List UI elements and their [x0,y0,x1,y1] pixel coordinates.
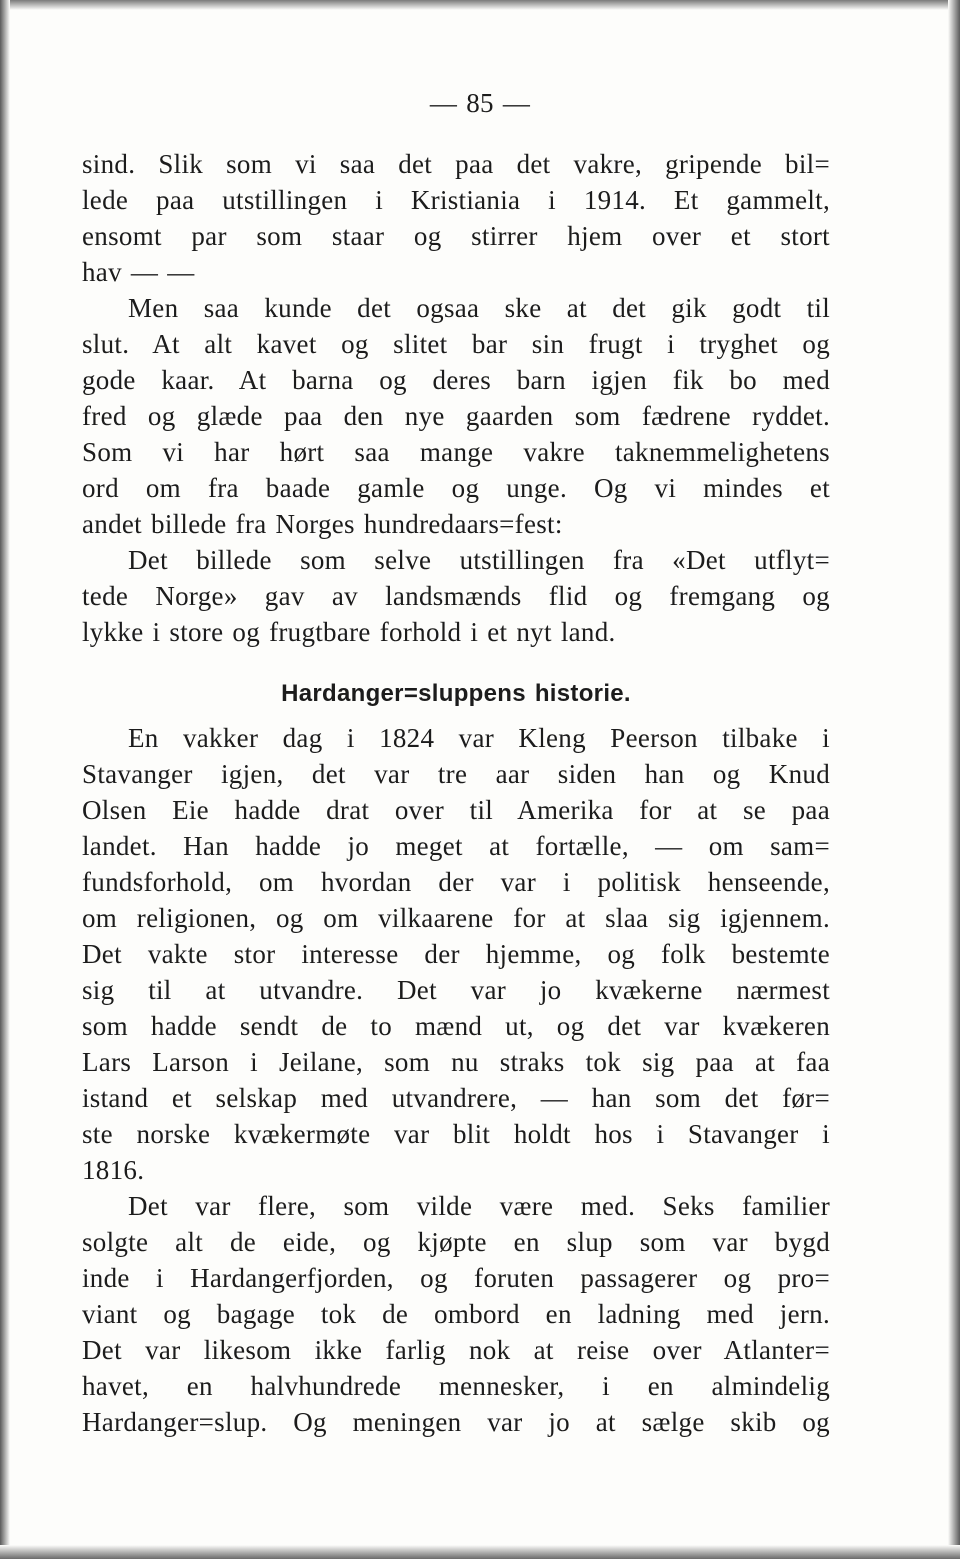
paragraph-first-line: Det billede som selve utstillingen fra «Det utflyt= [128,545,830,575]
text-line: lede paa utstillingen i Kristiania i 1914. Et gammelt, [82,185,830,215]
text-line: fred og glæde paa den nye gaarden som fædrene ryddet. [82,401,830,431]
text-line: ord om fra baade gamle og unge. Og vi mindes et [82,473,830,503]
text-line: Stavanger igjen, det var tre aar siden han og Knud [82,759,830,789]
text-line: sind. Slik som vi saa det paa det vakre, gripende bil= [82,149,830,179]
paragraph-first-line: Det var flere, som vilde være med. Seks familier [128,1191,830,1221]
text-line: Som vi har hørt saa mange vakre taknemmelighetens [82,437,830,467]
scan-edge-bottom [0,1545,960,1559]
text-line: Det vakte stor interesse der hjemme, og folk bestemte [82,939,830,969]
text-line: viant og bagage tok de ombord en ladning med jern. [82,1299,830,1329]
text-line: Hardanger=slup. Og meningen var jo at sælge skib og [82,1407,830,1437]
text-line: Lars Larson i Jeilane, som nu straks tok sig paa at faa [82,1047,830,1077]
text-line: landet. Han hadde jo meget at fortælle, — om sam= [82,831,830,861]
text-line: Det var likesom ikke farlig nok at reise over Atlanter= [82,1335,830,1365]
text-line: hav — — [82,257,195,287]
text-line: lykke i store og frugtbare forhold i et nyt land. [82,617,616,647]
paragraph-first-line: Men saa kunde det ogsaa ske at det gik godt til [128,293,830,323]
text-line: havet, en halvhundrede mennesker, i en almindelig [82,1371,830,1401]
text-line: slut. At alt kavet og slitet bar sin frugt i tryghet og [82,329,830,359]
text-line: ste norske kvækermøte var blit holdt hos i Stavanger i [82,1119,830,1149]
text-line: Olsen Eie hadde drat over til Amerika for at se paa [82,795,830,825]
text-line: 1816. [82,1155,145,1185]
text-line: sig til at utvandre. Det var jo kvækerne nærmest [82,975,830,1005]
scan-edge-left [0,0,10,1559]
text-line: ensomt par som staar og stirrer hjem over et stort [82,221,830,251]
text-line: som hadde sendt de to mænd ut, og det var kvækeren [82,1011,830,1041]
text-line: om religionen, og om vilkaarene for at slaa sig igjennem. [82,903,830,933]
scan-edge-right [948,0,960,1559]
scan-edge-top [0,0,960,10]
text-line: fundsforhold, om hvordan der var i politisk henseende, [82,867,830,897]
text-line: tede Norge» gav av landsmænds flid og fremgang og [82,581,830,611]
text-line: istand et selskap med utvandrere, — han som det før= [82,1083,830,1113]
text-line: inde i Hardangerfjorden, og foruten passagerer og pro= [82,1263,830,1293]
text-line: solgte alt de eide, og kjøpte en slup som var bygd [82,1227,830,1257]
paragraph-first-line: En vakker dag i 1824 var Kleng Peerson tilbake i [128,723,830,753]
text-line: gode kaar. At barna og deres barn igjen fik bo med [82,365,830,395]
section-heading: Hardanger=sluppens historie. [281,680,631,707]
text-line: andet billede fra Norges hundredaars=fest: [82,509,563,539]
page-number: — 85 — [429,88,531,118]
